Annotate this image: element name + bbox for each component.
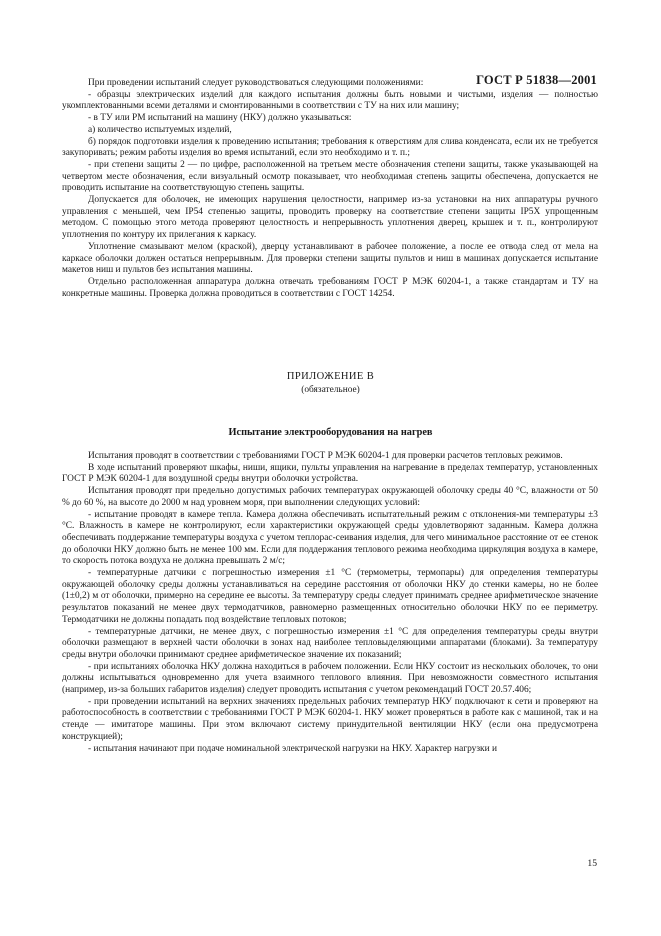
- paragraph: - температурные датчики с погрешностью измерения ±1 °С (термометры, термопары) для определения температуры окружающей оболочку среды должны устанавливаться на середине расстояния от оболочки НКУ до стенки камеры, но не более (1±0,2) м от оболочки, примерно на середине ее высоты. За температуру среды следует принимать среднее арифметическое значение результатов показаний не менее двух термодатчиков, равномерно размещенных относительно оболочки НКУ по ее периметру. Термодатчики не должны попадать под воздействие тепловых потоков;: [62, 568, 598, 625]
- paragraph: - испытания начинают при подаче номинальной электрической нагрузки на НКУ. Характер нагрузки и: [88, 743, 497, 754]
- standard-header: ГОСТ Р 51838—2001: [476, 73, 597, 87]
- paragraph: - образцы электрических изделий для каждого испытания должны быть новыми и чистыми, изделия — полностью укомплектованными всеми деталями и смонтированными в соответствии с ТУ на них или машину;: [62, 89, 598, 112]
- paragraph: - испытание проводят в камере тепла. Камера должна обеспечивать испытательный режим с отклонения-ми температуры ±3 °С. Влажность в камере не контролируют, если характеристики окружающей среды удовлетворяют заданным. Камера должна обеспечивать поддержание температуры воздуха с учетом теплорас-сеивания изделия, для чего минимальное расстояние от ее стенок до оболочки НКУ должно быть не менее 100 мм. Если для поддержания теплового режима необходима циркуляция воздуха в камере, то скорость потока воздуха не должна превышать 2 м/с;: [62, 509, 598, 567]
- paragraph: - в ТУ или РМ испытаний на машину (НКУ) должно указываться:: [88, 113, 352, 124]
- page-number: 15: [587, 858, 597, 869]
- list-item: б) порядок подготовки изделия к проведению испытания; требования к отверстиям для слива конденсата, если их не требуется закупоривать; режим работы изделия во время испытаний, если это необходимо и т. п.;: [62, 136, 598, 159]
- paragraph: - температурные датчики, не менее двух, с погрешностью измерения ±1 °С для определения температуры среды внутри оболочки размещают в верхней части оболочки в зонах над наиболее тепловыделяющими аппаратами (блоками). За температуру среды внутри оболочки принимают среднее арифметическое значение их показаний;: [62, 626, 598, 660]
- paragraph: - при проведении испытаний на верхних значениях предельных рабочих температур НКУ подключают к сети и проверяют на работоспособность в соответствии с требованиями ГОСТ Р МЭК 60204-1. НКУ может проверяться в работе как с машиной, так и на стенде — имитаторе машины. При этом включают систему принудительной вентиляции НКУ (если она предусмотрена конструкцией);: [62, 696, 598, 742]
- paragraph: Допускается для оболочек, не имеющих нарушения целостности, например из-за установки на них аппаратуры ручного управления с меньшей, чем IP54 степенью защиты, проводить проверку на соответствие степени защиты IP5X упрощенным методом. С помощью этого метода проверяют целостность и непрерывность уплотнения дверец, крышек и т. п., контролируют уплотнения по контуру их прилегания к каркасу.: [62, 195, 598, 241]
- section-heating-test: [62, 451, 598, 755]
- appendix-heading: Испытание электрооборудования на нагрев: [228, 427, 433, 438]
- paragraph: Испытания проводят при предельно допустимых рабочих температурах окружающей оболочку среды 40 °С, влажности от 50 % до 60 %, на высоте до 2000 м над уровнем моря, при выполнении следующих условий:: [62, 486, 598, 508]
- list-item: а) количество испытуемых изделий,: [88, 124, 232, 135]
- paragraph: Испытания проводят в соответствии с требованиями ГОСТ Р МЭК 60204-1 для проверки расчетов тепловых режимов.: [88, 451, 563, 461]
- paragraph: В ходе испытаний проверяют шкафы, ниши, ящики, пульты управления на нагревание в пределах температур, установленных ГОСТ Р МЭК 60204-1 для воздушной среды внутри оболочки устройства.: [62, 462, 598, 485]
- appendix-subtitle: (обязательное): [301, 385, 360, 395]
- paragraph: При проведении испытаний следует руководствоваться следующими положениями:: [88, 78, 424, 88]
- paragraph: Отдельно расположенная аппаратура должна отвечать требованиям ГОСТ Р МЭК 60204-1, а также стандартам и ТУ на конкретные машины. Проверка должна проводиться в соответствии с ГОСТ 14254.: [62, 276, 598, 299]
- paragraph: Уплотнение смазывают мелом (краской), дверцу устанавливают в рабочее положение, а после ее отвода след от мела на каркасе оболочки должен остаться непрерывным. Для проверки степени защиты пультов и ниш в машинах допускается испытание макетов ниш и пультов без испытания машины.: [62, 241, 598, 276]
- appendix-title: ПРИЛОЖЕНИЕ В: [286, 371, 375, 382]
- section-general-provisions: [62, 78, 598, 300]
- paragraph: - при степени защиты 2 — по цифре, расположенной на третьем месте обозначения степени защиты, также указывающей на четвертом месте обозначения, если визуальный осмотр показывает, что необходимая степень защиты обеспечена, допускается не проводить испытание на соответствующую степень защиты.: [62, 159, 598, 194]
- paragraph: - при испытаниях оболочка НКУ должна находиться в рабочем положении. Если НКУ состоит из нескольких оболочек, то они должны испытываться одновременно для учета взаимного теплового влияния. При невозможности совместного испытания (например, из-за больших габаритов изделия) следует проводить испытания с учетом рекомендаций ГОСТ 20.57.406;: [62, 661, 598, 696]
